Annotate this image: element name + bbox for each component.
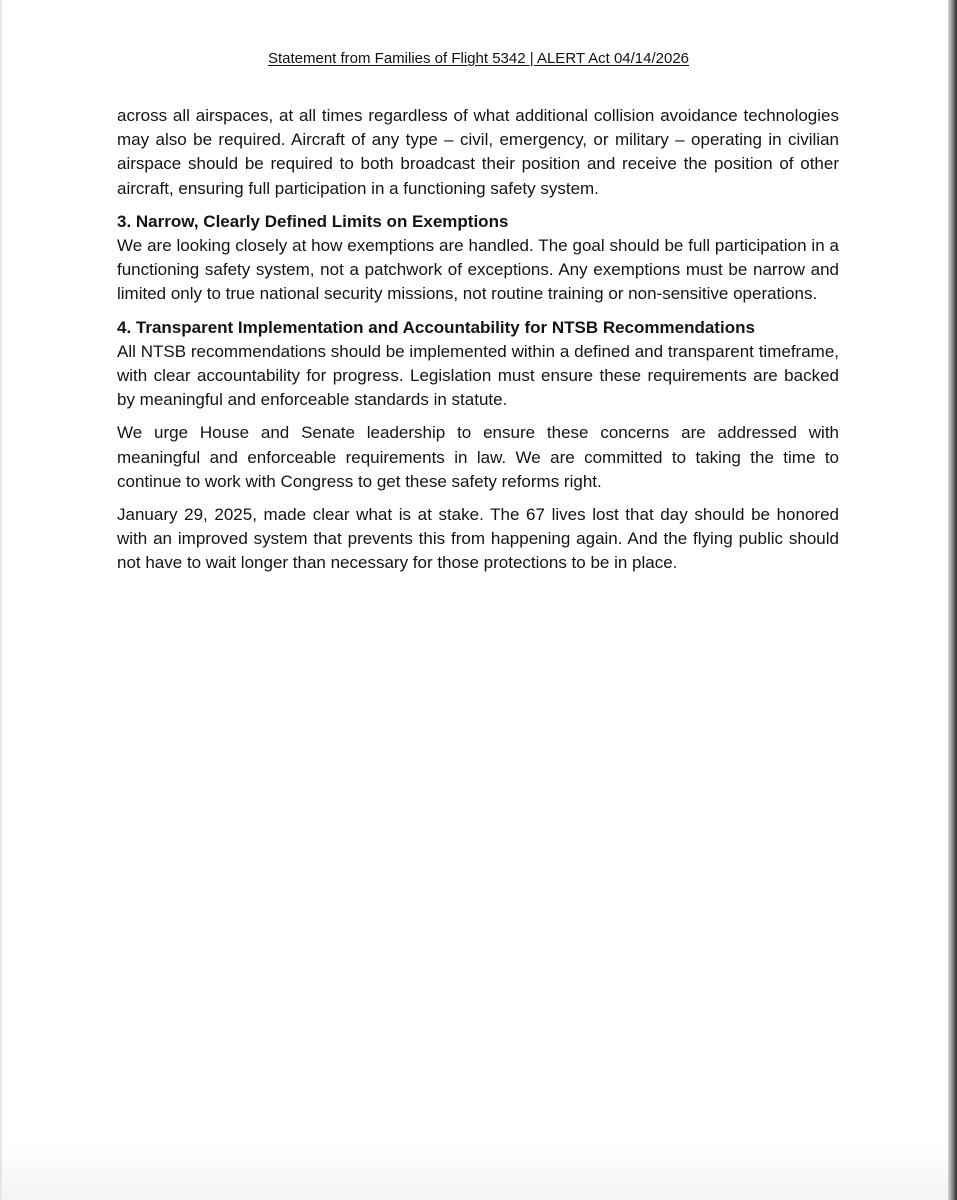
section-ntsb-accountability (117, 316, 839, 413)
section-exemptions (117, 210, 839, 307)
document-header: Statement from Families of Flight 5342 | ALERT Act 04/14/2026 (267, 50, 690, 67)
closing-paragraph-urge-leadership: We urge House and Senate leadership to ensure these concerns are addressed with meaningful and enforceable requirements in law. We are committed to taking the time to continue to work with Congress to get these safety reforms right. (117, 423, 839, 491)
page-right-edge-shadow (948, 0, 957, 1200)
document-body (117, 104, 839, 576)
section-text: All NTSB recommendations should be implemented within a defined and transparent timeframe, with clear accountability for progress. Legislation must ensure these requirements are backed by meaningful and enforceable standards in statute. (117, 341, 839, 410)
closing-paragraph-january-29: January 29, 2025, made clear what is at stake. The 67 lives lost that day should be honored with an improved system that prevents this from happening again. And the flying public should not have to wait longer than necessary for those protections to be in place. (117, 505, 839, 573)
intro-paragraph: across all airspaces, at all times regardless of what additional collision avoidance technologies may also be required. Aircraft of any type – civil, emergency, or military – operating in civilian airspace should be required to both broadcast their position and receive the position of other aircraft, ensuring full participation in a functioning safety system. (117, 106, 839, 198)
section-heading: 3. Narrow, Clearly Defined Limits on Exemptions (117, 211, 509, 231)
page-left-edge (0, 0, 2, 1200)
section-text: We are looking closely at how exemptions are handled. The goal should be full participation in a functioning safety system, not a patchwork of exceptions. Any exemptions must be narrow and limited only to true national security missions, not routine training or non-sensitive operations. (117, 236, 839, 304)
section-heading: 4. Transparent Implementation and Accountability for NTSB Recommendations (117, 317, 755, 337)
